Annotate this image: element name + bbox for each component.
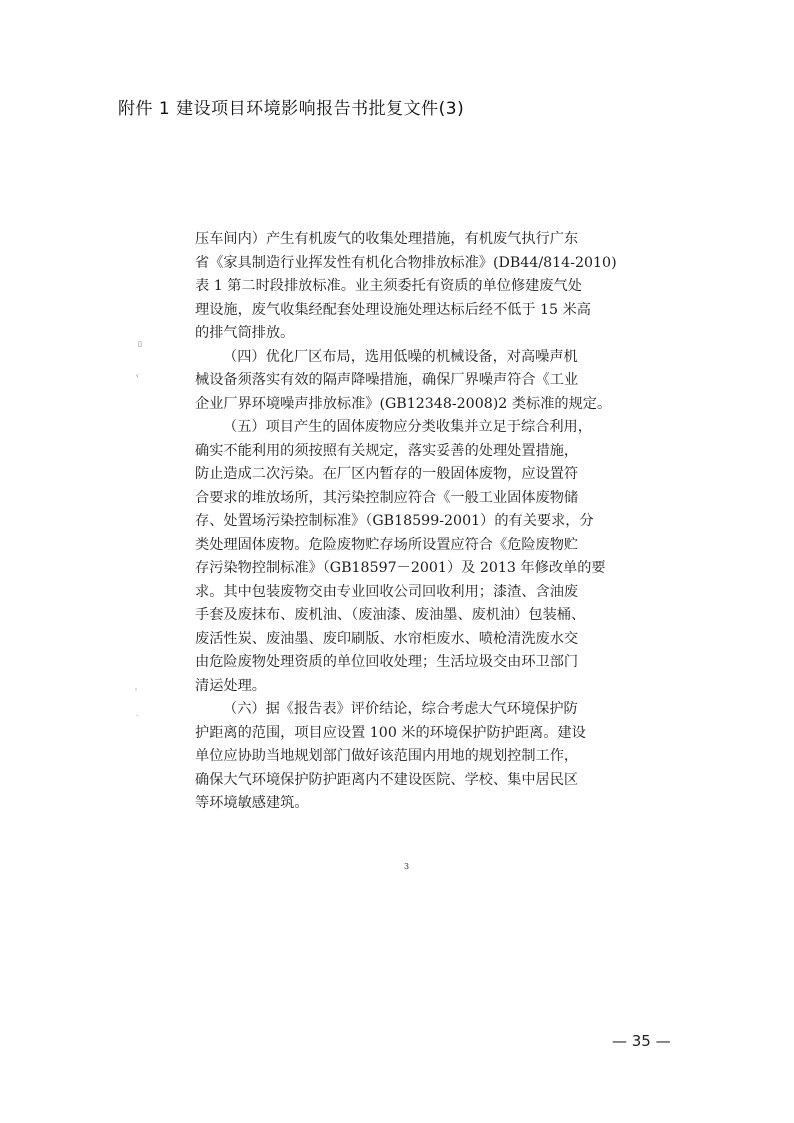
text-line: 的排气筒排放。 xyxy=(195,325,295,341)
text-line: （六）据《报告表》评价结论，综合考虑大气环境保护防 xyxy=(223,701,578,717)
outer-page-number: — 35 — xyxy=(612,1032,671,1050)
scan-artifact: ˁ xyxy=(136,374,139,382)
text-line: 单位应协助当地规划部门做好该范围内用地的规划控制工作， xyxy=(195,748,579,764)
text-line: 省《家具制造行业挥发性有机化合物排放标准》(DB44/814-2010) xyxy=(195,254,617,271)
attachment-header: 附件 1 建设项目环境影响报告书批复文件(3) xyxy=(118,99,465,119)
scan-artifact: ▯ xyxy=(138,340,142,348)
body-text xyxy=(195,228,615,816)
text-line: 类处理固体废物。危险废物贮存场所设置应符合《危险废物贮 xyxy=(195,536,579,553)
text-line: 清运处理。 xyxy=(195,677,266,694)
text-line: （四）优化厂区布局，选用低噪的机械设备，对高噪声机 xyxy=(223,348,578,365)
text-line: 废活性炭、废油墨、废印刷版、水帘柜废水、喷枪清洗废水交 xyxy=(195,630,579,647)
text-line: 手套及废抹布、废机油、（废油漆、废油墨、废机油）包装桶、 xyxy=(195,607,586,623)
text-line: 合要求的堆放场所，其污染控制应符合《一般工业固体废物储 xyxy=(195,489,579,506)
text-line: （五）项目产生的固体废物应分类收集并立足于综合利用， xyxy=(223,419,592,435)
text-line: 械设备须落实有效的隔声降噪措施，确保厂界噪声符合《工业 xyxy=(195,372,579,388)
text-line: 存、处置场污染控制标准》（GB18599-2001）的有关要求，分 xyxy=(195,513,594,529)
text-line: 确实不能利用的须按照有关规定，落实妥善的处理处置措施， xyxy=(195,442,579,459)
text-line: 由危险废物处理资质的单位回收处理；生活垃圾交由环卫部门 xyxy=(195,654,579,670)
text-line: 防止造成二次污染。在厂区内暂存的一般固体废物，应设置符 xyxy=(195,466,579,482)
text-line: 企业厂界环境噪声排放标准》(GB12348-2008)2 类标准的规定。 xyxy=(195,395,612,412)
text-line: 表 1 第二时段排放标准。业主须委托有资质的单位修建废气处 xyxy=(195,278,582,294)
text-line: 等环境敏感建筑。 xyxy=(195,795,309,811)
text-line: 压车间内）产生有机废气的收集处理措施，有机废气执行广东 xyxy=(195,231,579,247)
text-line: 确保大气环境保护防护距离内不建设医院、学校、集中居民区 xyxy=(195,771,579,788)
text-line: 求。其中包装废物交由专业回收公司回收利用；漆渣、含油废 xyxy=(195,583,579,600)
text-line: 护距离的范围，项目应设置 100 米的环境保护防护距离。建设 xyxy=(195,724,586,741)
scan-artifact: ◦ xyxy=(134,686,139,694)
scan-artifact: · xyxy=(136,712,139,720)
inner-page-number: 3 xyxy=(404,862,410,871)
text-line: 理设施，废气收集经配套处理设施处理达标后经不低于 15 米高 xyxy=(195,301,591,318)
text-line: 存污染物控制标准》（GB18597－2001）及 2013 年修改单的要 xyxy=(195,560,606,576)
